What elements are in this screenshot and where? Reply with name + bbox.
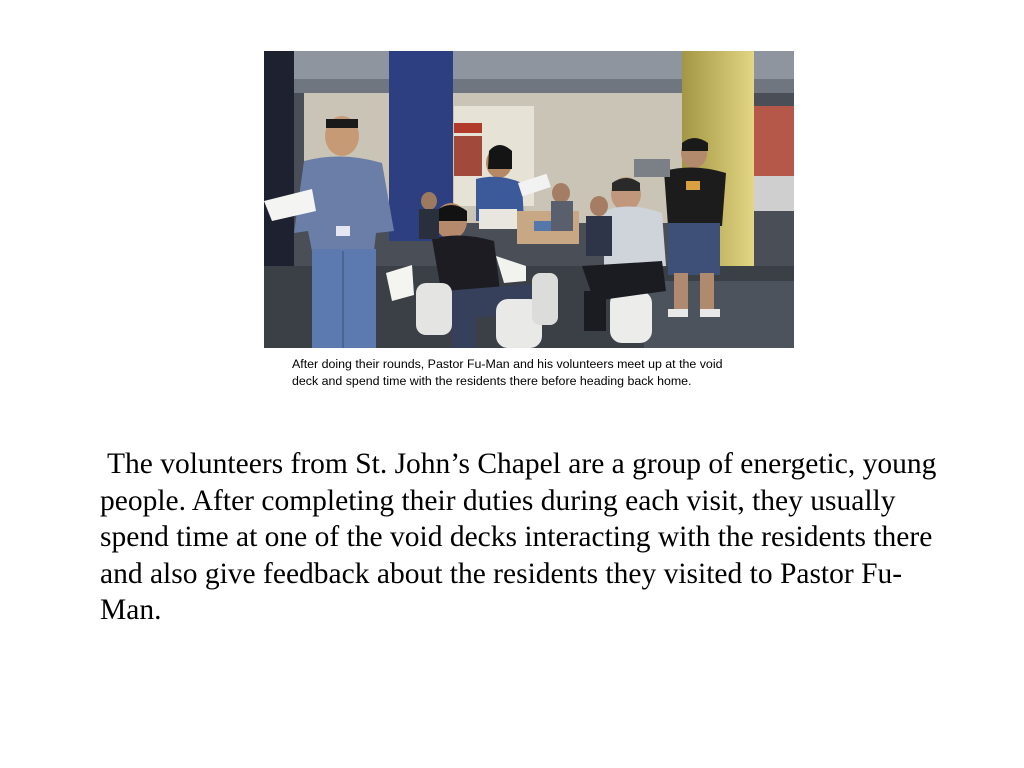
body-paragraph: The volunteers from St. John’s Chapel are a group of energetic, young people. After completing their duties during each visit, they usually spend time at one of the void decks interacting with the residents there and also give feedback about the residents they visited to Pastor Fu-Man. bbox=[100, 448, 937, 626]
void-deck-photo bbox=[264, 51, 794, 348]
photo-caption: After doing their rounds, Pastor Fu-Man and his volunteers meet up at the void deck and spend time with the residents there before heading back home. bbox=[292, 357, 723, 389]
photo-illustration bbox=[264, 51, 794, 348]
